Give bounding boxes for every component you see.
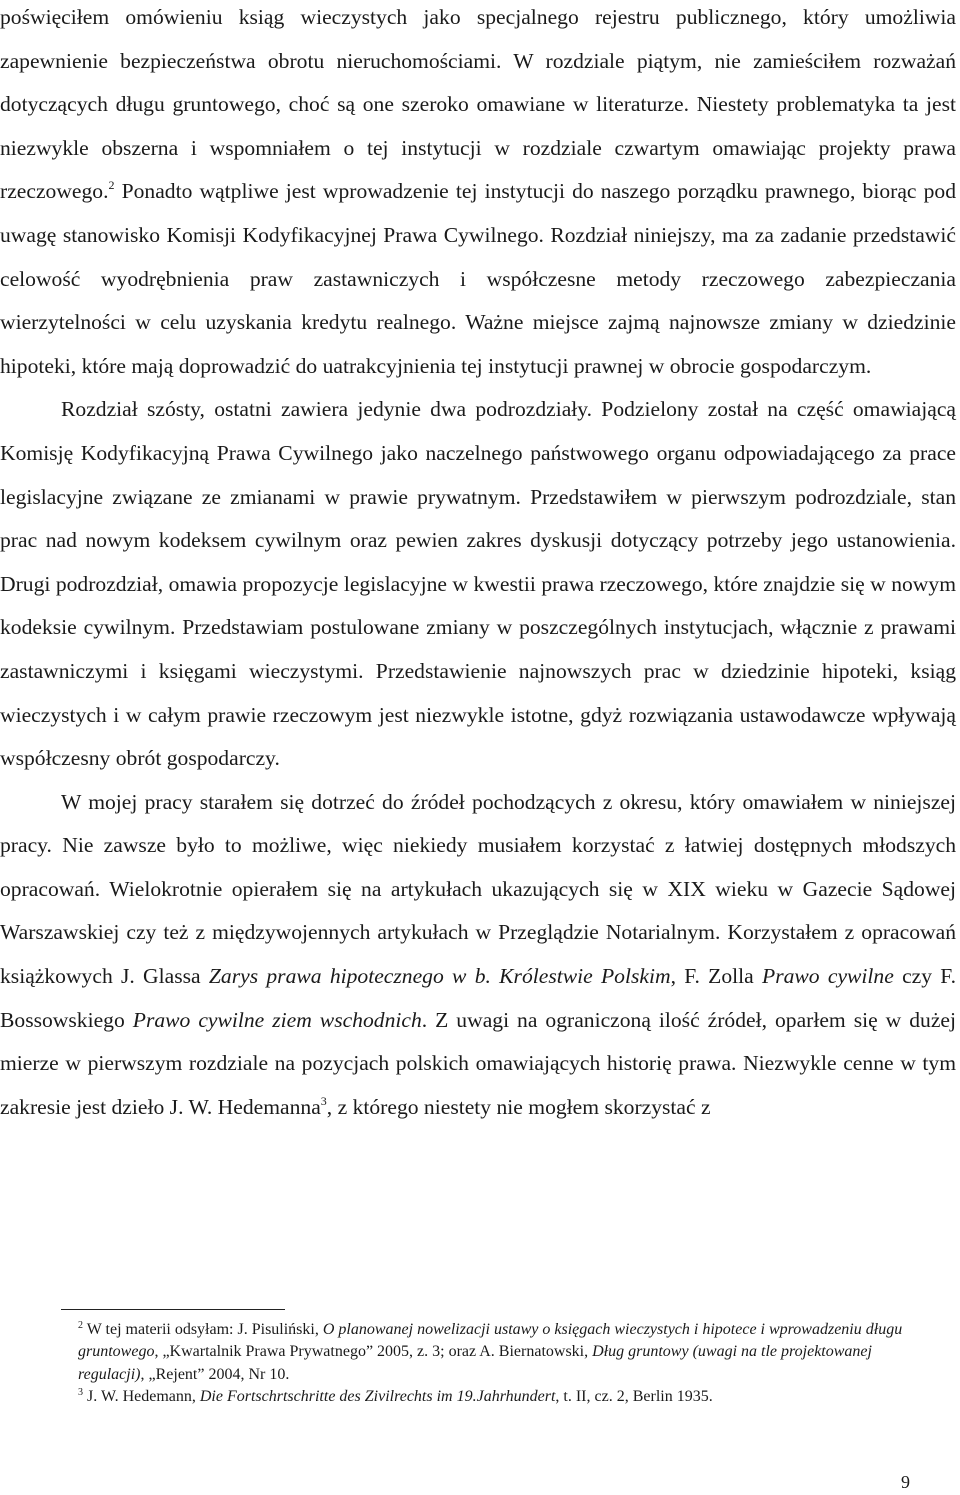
paragraph-3-text-a: W mojej pracy starałem się dotrzeć do źródeł pochodzących z okresu, który omawiałem w niniejszej pracy. Nie zawsze było to możliwe, więc niekiedy musiałem korzystać z łatwiej dostępnych młodszych opracowań. Wielokrotnie opierałem się na artykułach ukazujących się w XIX wieku w Gazecie Sądowej Warszawskiej czy też z międzywojennych artykułach w Przeglądzie Notarialnym. Korzystałem z opracowań książkowych J. Glassa	[0, 789, 956, 989]
footnote-text: J. W. Hedemann,	[83, 1388, 200, 1406]
footnote-separator	[61, 1309, 285, 1310]
footnote-title: Die Fortschrtschritte des Zivilrechts im 19.Jahrhundert	[199, 1388, 556, 1406]
paragraph-3-text-b: , F. Zolla	[670, 964, 762, 989]
paragraph-2: Rozdział szósty, ostatni zawiera jedynie dwa podrozdziały. Podzielony został na część omawiającą Komisję Kodyfikacyjną Prawa Cywilnego jako naczelnego państwowego organu odpowiadającego za prace legislacyjne związane ze zmianami w prawie prywatnym. Przedstawiłem w pierwszym podrozdziale, stan prac nad nowym kodeksem cywilnym oraz pewien zakres dyskusji dotyczący potrzeby jego ustanowienia. Drugi podrozdział, omawia propozycje legislacyjne w kwestii prawa rzeczowego, które znajdzie się w nowym kodeksie cywilnym. Przedstawiam postulowane zmiany w poszczególnych instytucjach, włącznie z prawami zastawniczymi i księgami wieczystymi. Przedstawienie najnowszych prac w dziedzinie hipoteki, ksiąg wieczystych i w całym prawie rzeczowym jest niezwykle istotne, gdyż rozwiązania ustawodawcze wpływają współczesny obrót gospodarczy.	[0, 397, 956, 771]
footnote-text: , „Kwartalnik Prawa Prywatnego” 2005, z. 3; oraz A. Biernatowski,	[154, 1343, 593, 1361]
paragraph-3-text-e: , z którego niestety nie mogłem skorzystać z	[326, 1094, 711, 1119]
book-title-glass: Zarys prawa hipotecznego w b. Królestwie Polskim	[208, 964, 671, 989]
footnotes	[78, 1319, 923, 1409]
paragraph-3	[0, 781, 956, 1130]
footnote-text: W tej materii odsyłam: J. Pisuliński,	[83, 1321, 323, 1338]
footnote-title: O planowanej nowelizacji ustawy o księgach wieczystych i hipotece i wprowadzeniu długu gruntowego	[78, 1321, 903, 1361]
footnote-text: , t. II, cz. 2, Berlin 1935.	[555, 1388, 713, 1406]
footnote-ref-3[interactable]: 3	[320, 1093, 327, 1108]
footnote-number: 3	[78, 1387, 83, 1399]
footnote-title: Dług gruntowy (uwagi na tle projektowanej regulacji)	[78, 1343, 872, 1383]
paragraph-3-text-d: . Z uwagi na ograniczoną ilość źródeł, oparłem się w dużej mierze w pierwszym rozdziale na pozycjach polskich omawiających historię prawa. Niezwykle cenne w tym zakresie jest dzieło J. W. Hedemanna	[0, 1007, 956, 1119]
page-number: 9	[901, 1472, 910, 1492]
paragraph-3-text-c: czy F. Bossowskiego	[0, 964, 956, 1032]
book-title-bossowski: Prawo cywilne ziem wschodnich	[132, 1007, 422, 1032]
paragraph-1	[0, 0, 956, 388]
footnote-ref-2[interactable]: 2	[108, 178, 115, 193]
book-title-zoll: Prawo cywilne	[762, 964, 894, 989]
paragraph-1-text-a: poświęciłem omówieniu ksiąg wieczystych jako specjalnego rejestru publicznego, który umożliwia zapewnienie bezpieczeństwa obrotu nieruchomościami. W rozdziale piątym, nie zamieściłem rozważań dotyczących długu gruntowego, choć są one szeroko omawiane w literaturze. Niestety problematyka ta jest niezwykle obszerna i wspomniałem o tej instytucji w rozdziale czwartym omawiając projekty prawa rzeczowego.	[0, 5, 956, 204]
footnote-3	[78, 1386, 923, 1408]
footnote-2	[78, 1319, 923, 1386]
footnote-text: , „Rejent” 2004, Nr 10.	[140, 1365, 290, 1383]
footnote-number: 2	[78, 1320, 83, 1331]
paragraph-1-text-b: Ponadto wątpliwe jest wprowadzenie tej instytucji do naszego porządku prawnego, biorąc pod uwagę stanowisko Komisji Kodyfikacyjnej Prawa Cywilnego. Rozdział niniejszy, ma za zadanie przedstawić celowość wyodrębnienia praw zastawniczych i współczesne metody rzeczowego zabezpieczania wierzytelności w celu uzyskania kredytu realnego. Ważne miejsce zajmą najnowsze zmiany w dziedzinie hipoteki, które mają doprowadzić do uatrakcyjnienia tej instytucji prawnej w obrocie gospodarczym.	[0, 179, 956, 378]
